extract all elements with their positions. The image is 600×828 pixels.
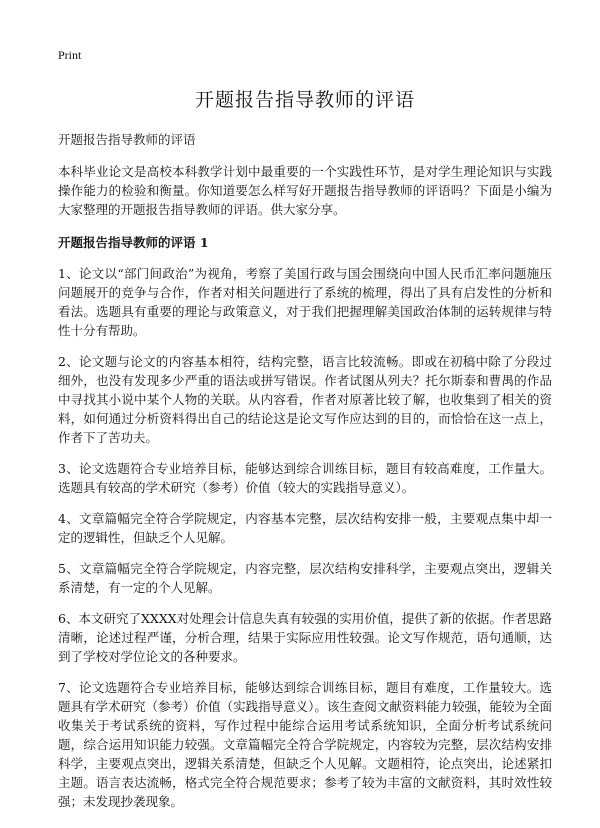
comment-list (58, 264, 552, 811)
comment-item-5: 5、文章篇幅完全符合学院规定，内容完整，层次结构安排科学，主要观点突出，逻辑关系清楚，有一定的个人见解。 (58, 561, 552, 595)
print-link[interactable]: Print (58, 48, 82, 62)
comment-item-6: 6、本文研究了XXXX对处理会计信息失真有较强的实用价值，提供了新的依据。作者思路清晰，论述过程严谨，分析合理，结果于实际应用性较强。论文写作规范，语句通顺，达到了学校对学位论文的各种要求。 (58, 611, 552, 664)
document-title: 开题报告指导教师的评语 (194, 89, 415, 111)
section-heading: 开题报告指导教师的评语 1 (58, 235, 209, 250)
comment-item-7: 7、论文选题符合专业培养目标，能够达到综合训练目标，题目有难度，工作量较大。选题具有学术研究（参考）价值（实践指导意义）。该生查阅文献资料能力较强，能较为全面收集关于考试系统的资料，写作过程中能综合运用考试系统知识，全面分析考试系统问题，综合运用知识能力较强。文章篇幅完全符合学院规定，内容较为完整，层次结构安排科学，主要观点突出，逻辑关系清楚，但缺乏个人见解。文题相符，论点突出，论述紧扣主题。语言表达流畅，格式完全符合规范要求；参考了较为丰富的文献资料，其时效性较强；未发现抄袭现象。 (58, 680, 552, 809)
comment-item-4: 4、文章篇幅完全符合学院规定，内容基本完整，层次结构安排一般，主要观点集中却一定的逻辑性，但缺乏个人见解。 (58, 511, 552, 545)
document-subtitle: 开题报告指导教师的评语 (58, 132, 196, 147)
intro-paragraph: 本科毕业论文是高校本科教学计划中最重要的一个实践性环节，是对学生理论知识与实践操作能力的检验和衡量。你知道要怎么样写好开题报告指导教师的评语吗？下面是小编为大家整理的开题报告指导教师的评语。供大家分享。 (58, 164, 552, 217)
comment-item-2: 2、论文题与论文的内容基本相符，结构完整，语言比较流畅。即或在初稿中除了分段过细外，也没有发现多少严重的语法或拼写错误。作者试图从列夫？托尔斯泰和曹禺的作品中寻找其小说中某个人物的关联。从内容看，作者对原著比较了解，也收集到了相关的资料，如何通过分析资料得出自己的结论这是论文写作应达到的目的，而恰恰在这一点上，作者下了苦功夫。 (58, 354, 552, 445)
comment-item-3: 3、论文选题符合专业培养目标，能够达到综合训练目标，题目有较高难度，工作量大。选题具有较高的学术研究（参考）价值（较大的实践指导意义）。 (58, 461, 552, 495)
comment-item-1: 1、论文以“部门间政治”为视角，考察了美国行政与国会围绕向中国人民币汇率问题施压问题展开的竞争与合作，作者对相关问题进行了系统的梳理，得出了具有启发性的分析和看法。选题具有重要的理论与政策意义，对于我们把握理解美国政治体制的运转规律与特性十分有帮助。 (58, 266, 552, 338)
